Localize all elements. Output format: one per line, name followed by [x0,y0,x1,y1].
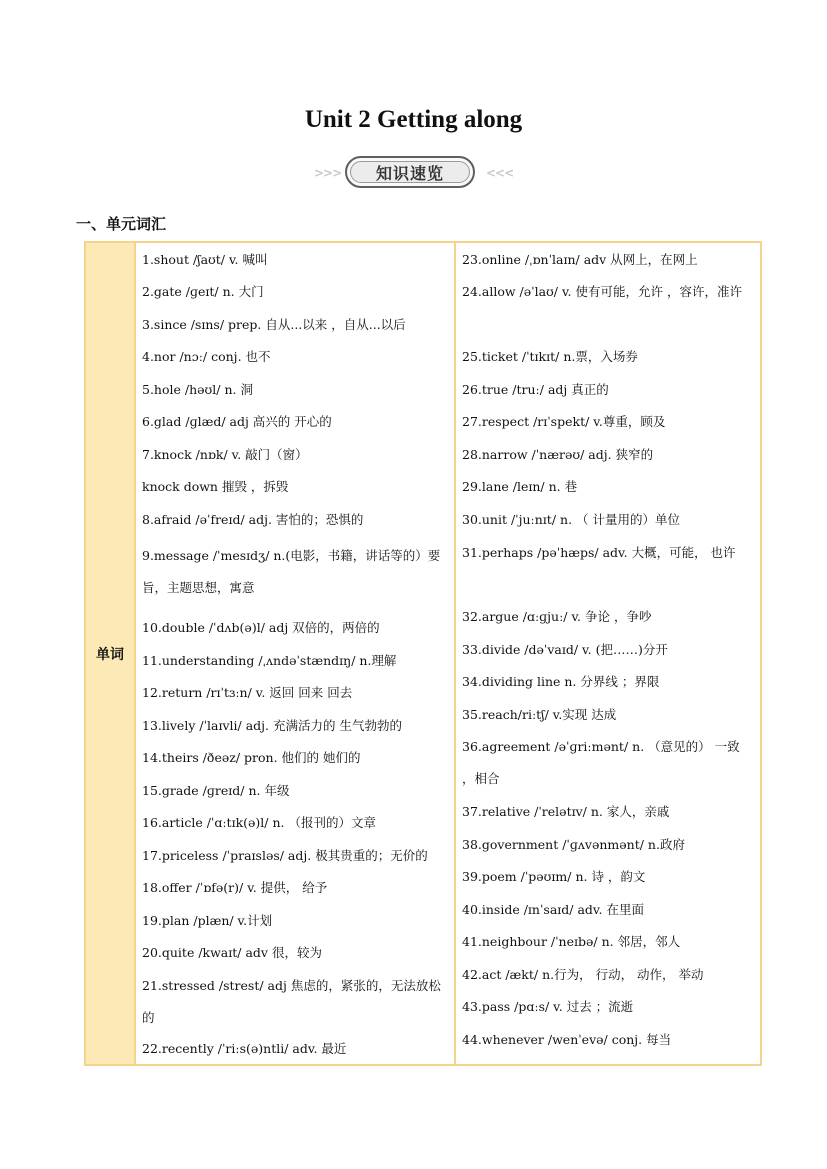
vocab-entry: 38.government /ˈɡʌvənmənt/ n.政府 [462,837,685,852]
vocab-entry: 2.gate /ɡeɪt/ n. 大门 [142,284,264,299]
vocab-entry: 16.article /ˈɑːtɪk(ə)l/ n. （报刊的）文章 [142,815,376,830]
vocab-entry: 44.whenever /wenˈevə/ conj. 每当 [462,1032,672,1047]
vocab-entry: 15.grade /ɡreɪd/ n. 年级 [142,783,290,798]
vocab-entry: 39.poem /ˈpəʊɪm/ n. 诗 ，韵文 [462,869,646,884]
vocab-entry: 41.neighbour /ˈneɪbə/ n. 邻居，邻人 [462,934,681,949]
vocab-entry: 34.dividing line n. 分界线 ；界限 [462,674,660,689]
vocab-entry: 17.priceless /ˈpraɪsləs/ adj. 极其贵重的；无价的 [142,848,428,863]
vocab-entry: 23.online /ˌɒnˈlaɪn/ adv 从网上，在网上 [462,252,698,267]
vocab-entry: 5.hole /həʊl/ n. 洞 [142,382,253,397]
page-title: Unit 2 Getting along [304,106,523,133]
vocab-entry: 20.quite /kwaɪt/ adv 很，较为 [142,945,322,960]
badge-label: 知识速览 [350,161,470,183]
vocab-entry: 25.ticket /ˈtɪkɪt/ n.票，入场券 [462,349,638,364]
vocab-entry: 4.nor /nɔː/ conj. 也不 [142,349,271,364]
vocab-entry: 37.relative /ˈrelətɪv/ n. 家人，亲戚 [462,804,670,819]
vocab-entry: 28.narrow /ˈnærəʊ/ adj. 狭窄的 [462,447,654,462]
vocab-entry: 10.double /ˈdʌb(ə)l/ adj 双倍的，两倍的 [142,620,380,635]
vocab-entry: 30.unit /ˈjuːnɪt/ n. （ 计量用的）单位 [462,512,680,527]
vocab-entry: 42.act /ækt/ n.行为， 行动， 动作， 举动 [462,967,704,982]
vocab-entry: 32.argue /ɑːɡjuː/ v. 争论 ，争吵 [462,609,652,624]
badge-arrows-left: >>> [314,166,342,180]
vocab-entry: 11.understanding /ˌʌndəˈstændɪŋ/ n.理解 [142,653,397,668]
vocab-entry: 33.divide /dəˈvaɪd/ v. (把……)分开 [462,642,668,657]
badge-outer [345,156,475,188]
vocab-entry: 7.knock /nɒk/ v. 敲门（窗） [142,447,308,462]
vocab-entry: 21.stressed /strest/ adj 焦虑的，紧张的，无法放松的 [142,978,441,1025]
vocab-entry: 18.offer /ˈɒfə(r)/ v. 提供， 给予 [142,880,328,895]
vocab-entry: 1.shout /ʃaʊt/ v. 喊叫 [142,252,268,267]
vocab-entry: 14.theirs /ðeəz/ pron. 他们的 她们的 [142,750,361,765]
vocab-entry: 12.return /rɪˈtɜːn/ v. 返回 回来 回去 [142,685,353,700]
right-column [456,243,760,1064]
vocab-entry: 29.lane /leɪn/ n. 巷 [462,479,578,494]
vocab-entry: 24.allow /əˈlaʊ/ v. 使有可能，允许 ，容许，准许 [462,284,742,299]
section-badge [0,154,827,194]
vocab-entry: 26.true /truː/ adj 真正的 [462,382,609,397]
vocab-entry: 43.pass /pɑːs/ v. 过去 ；流逝 [462,999,634,1014]
vocab-entry: 9.message /ˈmesɪdʒ/ n.(电影，书籍，讲话等的）要旨，主题思想，寓意 [142,548,441,595]
table-label-cell: 单词 [86,243,136,1064]
vocab-entry: 22.recently /ˈriːs(ə)ntli/ adv. 最近 [142,1041,347,1056]
badge-arrows-right: <<< [486,166,514,180]
vocab-entry: 36.agreement /əˈɡriːmənt/ n. （意见的） 一致 ，相合 [462,739,740,786]
vocab-entry: knock down 摧毁 ，拆毁 [142,479,289,494]
vocab-entry: 19.plan /plæn/ v.计划 [142,913,273,928]
section-heading: 一、单元词汇 [76,215,167,233]
vocab-entry: 35.reach/riːtʃ/ v.实现 达成 [462,707,617,722]
vocab-entry: 13.lively /ˈlaɪvli/ adj. 充满活力的 生气勃勃的 [142,718,402,733]
left-column [136,243,456,1064]
vocab-entry: 31.perhaps /pəˈhæps/ adv. 大概，可能， 也许 [462,545,736,560]
vocab-entry: 6.glad /ɡlæd/ adj 高兴的 开心的 [142,414,332,429]
vocab-entry: 40.inside /ɪnˈsaɪd/ adv. 在里面 [462,902,644,917]
vocab-entry: 3.since /sɪns/ prep. 自从...以来 ，自从...以后 [142,317,406,332]
vocab-table [84,241,762,1066]
vocab-entry: 27.respect /rɪˈspekt/ v.尊重，顾及 [462,414,666,429]
vocab-entry: 8.afraid /əˈfreɪd/ adj. 害怕的；恐惧的 [142,512,364,527]
